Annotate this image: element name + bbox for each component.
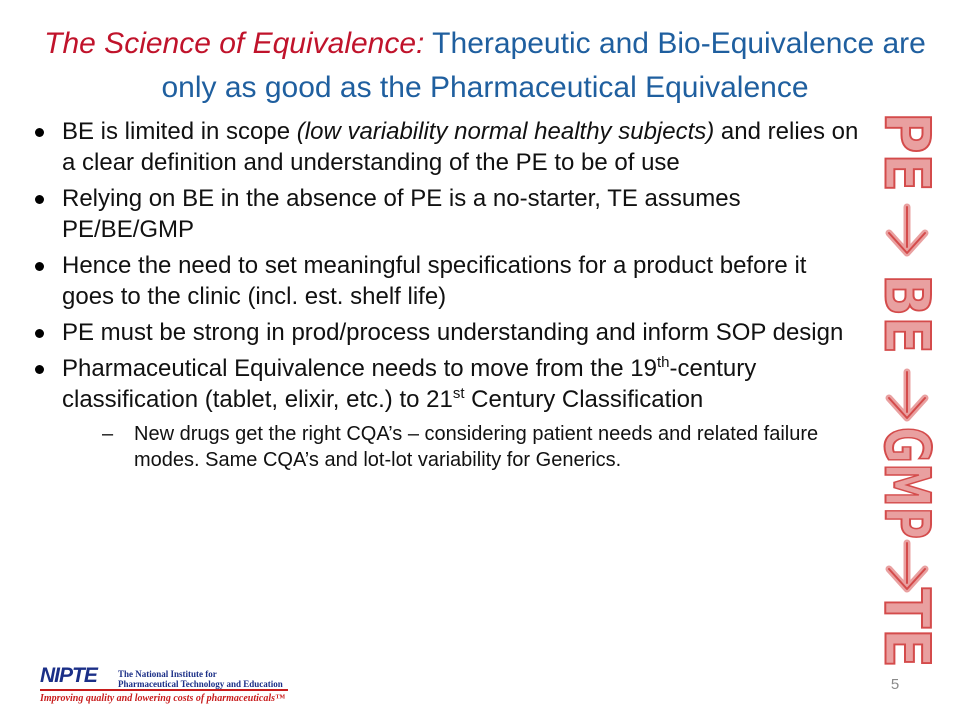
- superscript-st: st: [452, 385, 465, 402]
- bullet-be-without-pe: [32, 183, 862, 245]
- flow-arrow-3-outline: [889, 543, 925, 589]
- flow-label-te: TE: [870, 588, 944, 673]
- flow-label-gmp: GMP: [870, 427, 944, 586]
- flow-label-be: BE: [870, 274, 944, 364]
- bullet-text-pre: BE is limited in scope: [62, 118, 297, 145]
- bullet-pe-strong: [32, 317, 862, 348]
- bullet-text: PE must be strong in prod/process understanding and inform SOP design: [62, 319, 844, 346]
- bullet-text: Hence the need to set meaningful specifications for a product before it goes to the clinic (incl. est. shelf life): [62, 252, 807, 310]
- bullet-dot: [35, 195, 44, 204]
- bullet-text-post: and relies on a clear definition and understanding of the PE to be of use: [62, 118, 859, 176]
- title-rest: Therapeutic and Bio-Equivalence are only as good as the Pharmaceutical Equivalence: [161, 27, 926, 104]
- slide-title: [20, 22, 950, 110]
- flow-arrow-1-outline: [889, 207, 925, 253]
- bullet-dot: [35, 329, 44, 338]
- bullet-text-part2: -century classification (tablet, elixir, etc.) to 21: [62, 355, 757, 413]
- flow-arrow-2-outline: [889, 372, 925, 418]
- title-lead: The Science of Equivalence:: [44, 27, 425, 60]
- flow-label-pe: PE: [870, 112, 944, 200]
- nipte-logo: [40, 664, 290, 706]
- logo-tagline: Improving quality and lowering costs of pharmaceuticals™: [40, 693, 286, 704]
- page-number: 5: [890, 676, 900, 693]
- bullet-text: [62, 118, 858, 176]
- equivalence-flow-graphic: [862, 106, 952, 676]
- bullet-be-scope: [32, 116, 862, 178]
- superscript-th: th: [657, 354, 670, 371]
- bullet-text-part3: Century Classification: [464, 386, 704, 413]
- logo-mark: NIPTE: [40, 664, 97, 687]
- bullet-list: [32, 116, 862, 478]
- bullet-text-part1: Pharmaceutical Equivalence needs to move from the 19: [62, 355, 657, 382]
- sub-bullet-dash: –: [102, 423, 114, 445]
- bullet-text: [62, 355, 756, 413]
- sub-bullet-cqa: [62, 421, 862, 473]
- logo-rule: [40, 689, 288, 691]
- bullet-text: Relying on BE in the absence of PE is a no-starter, TE assumes PE/BE/GMP: [62, 185, 741, 243]
- bullet-dot: [35, 128, 44, 137]
- flow-svg: [862, 106, 952, 676]
- sub-bullet-text: New drugs get the right CQA’s – considering patient needs and related failure modes. Same CQA’s and lot-lot variability for Generics.: [134, 423, 819, 471]
- bullet-specifications: [32, 250, 862, 312]
- bullet-classification: [32, 353, 862, 473]
- logo-line1: The National Institute for: [118, 669, 217, 679]
- logo-line2: Pharmaceutical Technology and Education: [118, 679, 283, 689]
- bullet-dot: [35, 262, 44, 271]
- bullet-text-italic: (low variability normal healthy subjects): [296, 118, 715, 145]
- bullet-dot: [35, 365, 44, 374]
